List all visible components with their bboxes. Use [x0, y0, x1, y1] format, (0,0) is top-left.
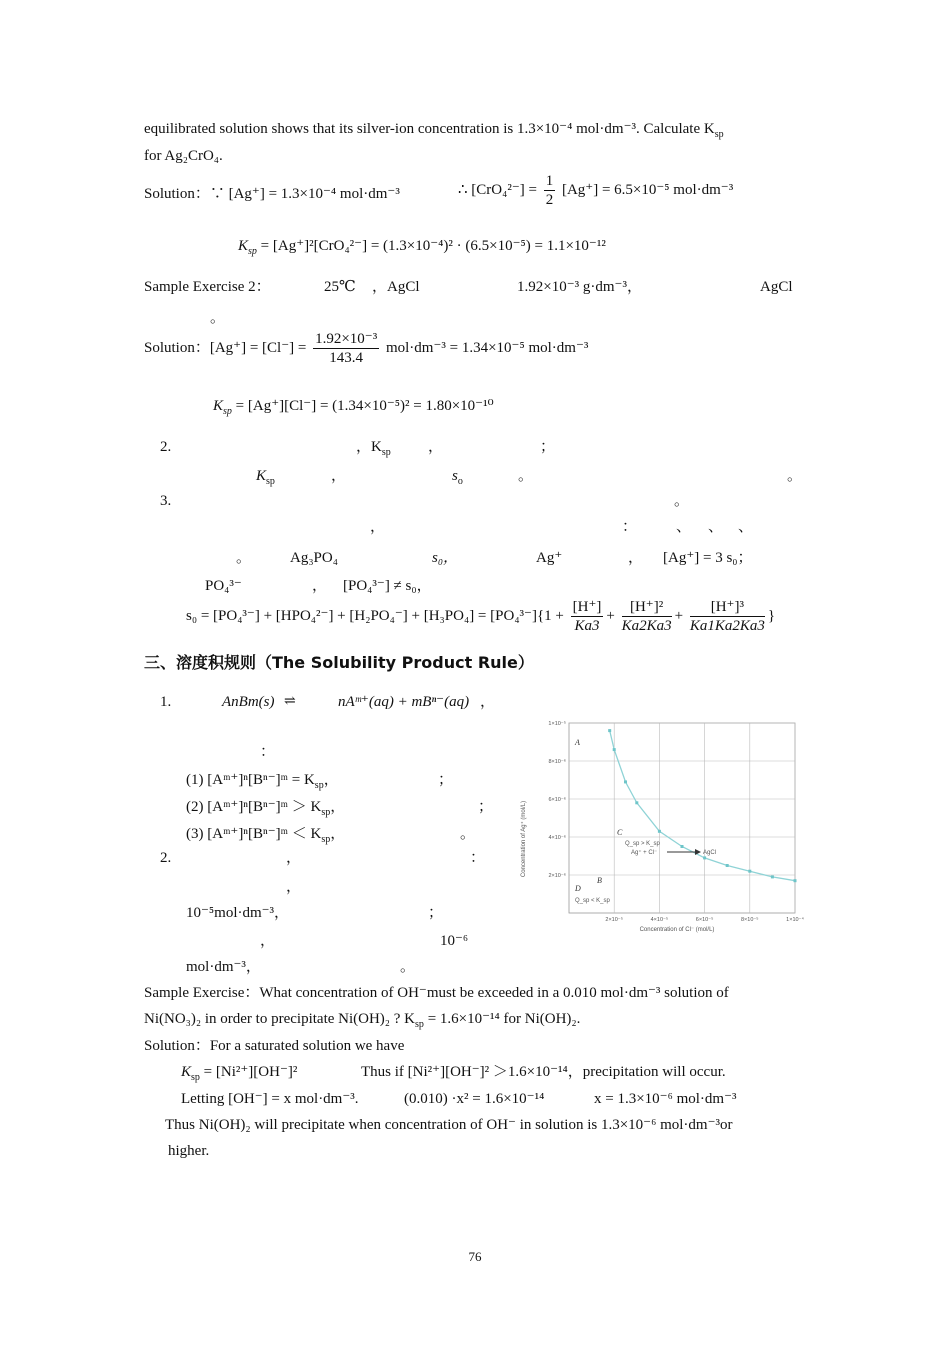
data-point — [794, 879, 797, 882]
page-number: 76 — [468, 1249, 482, 1264]
note-c-reaction: Ag⁺ + Cl⁻ — [631, 850, 658, 856]
example2-ksp: $K_{sp} = [Ag^+][Cl^-] = (1.34\times 10^{-5})^2 = 1.80\times 10^{-10}$ — [213, 398, 494, 417]
rule-3-end: 。 — [460, 826, 476, 842]
ksp-chart — [517, 719, 804, 934]
para2-s0: $s_o$ — [452, 468, 463, 487]
para2-period2: 。 — [787, 468, 803, 484]
data-point — [748, 870, 751, 873]
note-c-qsp: Q_sp > K_sp — [625, 841, 660, 847]
solution1-cro4: ∴ [CrO₄²⁻] = $\frac{1}{2}$ [Ag⁺] = 6.5×10⁻⁵ mol·dm⁻³ — [458, 173, 734, 208]
solution1-line: Solution：∵ [Ag⁺] = 1.3×10⁻⁴ mol·dm⁻³ — [144, 186, 400, 202]
data-point — [726, 864, 729, 867]
data-point — [624, 780, 627, 783]
example2-temp: 25℃ — [324, 279, 356, 295]
rule-eq-left: AnBm(s) — [222, 694, 275, 710]
rule2-c2: ： — [470, 850, 486, 866]
chart-background — [517, 719, 798, 934]
example2-title: Sample Exercise 2： — [144, 279, 271, 295]
note-c-agcl: AgCl — [703, 850, 717, 856]
data-point — [635, 801, 638, 804]
example2-agcl: ，AgCl — [372, 279, 420, 295]
x-tick-label: 4×10⁻⁵ — [650, 917, 669, 923]
note-d: Q_sp < K_sp — [575, 898, 610, 904]
x-tick-label: 8×10⁻⁵ — [741, 917, 759, 923]
para3-comma: ， — [370, 519, 386, 535]
rule2-end: 。 — [400, 959, 416, 975]
point-b-label: B — [597, 876, 602, 885]
para2-comma: ， — [428, 439, 444, 455]
y-tick-label: 6×10⁻⁶ — [548, 797, 566, 803]
s0-equation: s₀ = [PO₄³⁻] + [HPO₄²⁻] + [H₂PO₄⁻] + [H₃PO₄] = [PO₄³⁻]{1 + $\frac{[H^+]}{Ka3}$ + $\frac{\text{[H⁺]²}}{Ka2Ka3}$ + $\frac{\text{[H⁺]³}}{Ka1Ka2Ka3}$ } — [186, 599, 776, 634]
rule-colon: ： — [260, 744, 276, 760]
rule2-semi: ； — [428, 905, 444, 921]
point-a-label: A — [575, 738, 580, 747]
para2-period: 。 — [518, 468, 534, 484]
data-point — [613, 748, 616, 751]
intro-line-2: for Ag₂CrO₄. — [144, 148, 223, 164]
y-tick-label: 8×10⁻⁶ — [548, 759, 566, 765]
example2-end: 。 — [210, 310, 226, 326]
rule-1-end: ； — [438, 772, 454, 788]
y-tick-label: 1×10⁻⁵ — [548, 721, 566, 727]
rule2-num: 2. — [160, 850, 172, 866]
rule-eq-comma: ， — [480, 694, 496, 710]
para3-ag-eq: [Ag⁺] = 3 s₀； — [663, 550, 753, 566]
data-point — [771, 875, 774, 878]
equilibrium-arrow-icon: ⇌ — [284, 694, 296, 709]
rule-1: (1) [Aᵐ⁺]ⁿ[Bⁿ⁻]ᵐ = $K_{sp}$， — [186, 772, 339, 791]
rule-eq-right: nAᵐ⁺(aq) + mBⁿ⁻(aq) — [338, 694, 470, 710]
para3-comma2: ， — [628, 550, 644, 566]
rule2-c3: ， — [286, 879, 302, 895]
para3-agplus: Ag⁺ — [536, 550, 563, 566]
rule2-conc2: 10⁻⁶ — [440, 933, 469, 949]
exercise3-line1: Sample Exercise：What concentration of OH⁻must be exceeded in a 0.010 mol·dm⁻³ solution of — [144, 985, 729, 1001]
exercise3-x: x = 1.3×10⁻⁶ mol·dm⁻³ — [594, 1091, 737, 1107]
rule-num: 1. — [160, 694, 172, 710]
exercise3-solution: Solution：For a saturated solution we have — [144, 1038, 405, 1054]
x-axis-label: Concentration of Cl⁻ (mol/L) — [639, 927, 715, 933]
para2-ksp: ，$K_{sp}$ — [356, 439, 391, 458]
para2-ksp2: $K_{sp}$ — [256, 468, 275, 487]
data-point — [608, 729, 611, 732]
para3-end1: 。 — [674, 493, 690, 509]
para3-dun1: 、 — [676, 519, 692, 535]
exercise3-equation: (0.010) ·x² = 1.6×10⁻¹⁴ — [404, 1091, 545, 1107]
para3-po4: PO₄³⁻ — [205, 578, 242, 594]
point-c-label: C — [617, 828, 623, 837]
intro-line-1: equilibrated solution shows that its silver-ion concentration is 1.3×10⁻⁴ mol·dm⁻³. Calculate $K_{sp}$ — [144, 121, 724, 140]
rule2-c1: ， — [286, 850, 302, 866]
para3-dun2: 、 — [708, 519, 724, 535]
rule2-conc3: mol·dm⁻³， — [186, 959, 261, 975]
example2-solubility: 1.92×10⁻³ g·dm⁻³， — [517, 279, 642, 295]
para3-s0: s₀， — [432, 550, 459, 566]
para3-num: 3. — [160, 493, 172, 509]
x-tick-label: 6×10⁻⁵ — [695, 917, 714, 923]
para3-comma3: ， — [312, 578, 328, 594]
rule2-conc: 10⁻⁵mol·dm⁻³， — [186, 905, 290, 921]
para3-colon: ： — [622, 519, 638, 535]
solution1-ksp: $K_{sp} = [Ag^+]^2[CrO_4^{2-}] = (1.3\times 10^{-4})^2 \cdot (6.5\times 10^{-5}) = 1.1\times 10^{-12}$ — [238, 238, 606, 257]
para2-num: 2. — [160, 439, 172, 455]
point-d-label: D — [575, 884, 581, 893]
y-tick-label: 2×10⁻⁶ — [548, 873, 566, 879]
exercise3-conclusion2: higher. — [168, 1143, 210, 1159]
exercise3-letting: Letting [OH⁻] = x mol·dm⁻³. — [181, 1091, 359, 1107]
example2-agcl2: AgCl — [760, 279, 793, 295]
para2-comma2: ， — [331, 468, 347, 484]
exercise3-ksp: $K_{sp} = [Ni^{2+}][OH^-]^2$ — [181, 1064, 298, 1083]
data-point — [658, 830, 661, 833]
x-tick-label: 1×10⁻⁴ — [786, 917, 804, 923]
y-tick-label: 4×10⁻⁶ — [548, 835, 566, 841]
rule-2-end: ； — [478, 799, 494, 815]
x-tick-label: 2×10⁻⁵ — [605, 917, 623, 923]
para3-dot: 。 — [236, 550, 252, 566]
para3-dun3: 、 — [738, 519, 754, 535]
rule-3: (3) [Aᵐ⁺]ⁿ[Bⁿ⁻]ᵐ ＜ $K_{sp}$， — [186, 826, 346, 845]
y-axis-label: Concentration of Ag⁺ (mol/L) — [521, 800, 527, 878]
section-heading: 三、溶度积规则（The Solubility Product Rule） — [144, 653, 534, 672]
data-point — [681, 845, 684, 848]
para3-ag3po4: Ag₃PO₄ — [290, 550, 338, 566]
exercise3-line2: Ni(NO₃)₂ in order to precipitate Ni(OH)₂ ? $K_{sp} = 1.6\times 10^{-14}$ for Ni(OH)₂. — [144, 1011, 581, 1030]
exercise3-thus-if: Thus if [Ni²⁺][OH⁻]² ＞1.6×10⁻¹⁴，precipitation will occur. — [361, 1064, 726, 1080]
rule-2: (2) [Aᵐ⁺]ⁿ[Bⁿ⁻]ᵐ ＞ $K_{sp}$， — [186, 799, 346, 818]
rule2-c4: ， — [260, 933, 276, 949]
para3-po4-neq: [PO₄³⁻] ≠ s₀， — [343, 578, 432, 594]
data-point — [703, 856, 706, 859]
exercise3-conclusion: Thus Ni(OH)₂ will precipitate when concentration of OH⁻ in solution is 1.3×10⁻⁶ mol·dm⁻³or — [165, 1117, 733, 1133]
para2-semi: ； — [540, 439, 556, 455]
example2-solution: Solution：[Ag⁺] = [Cl⁻] = $\frac{\text{1.92×10⁻³}}{143.4}$ mol·dm⁻³ = 1.34×10⁻⁵ mol·dm⁻³ — [144, 331, 589, 366]
